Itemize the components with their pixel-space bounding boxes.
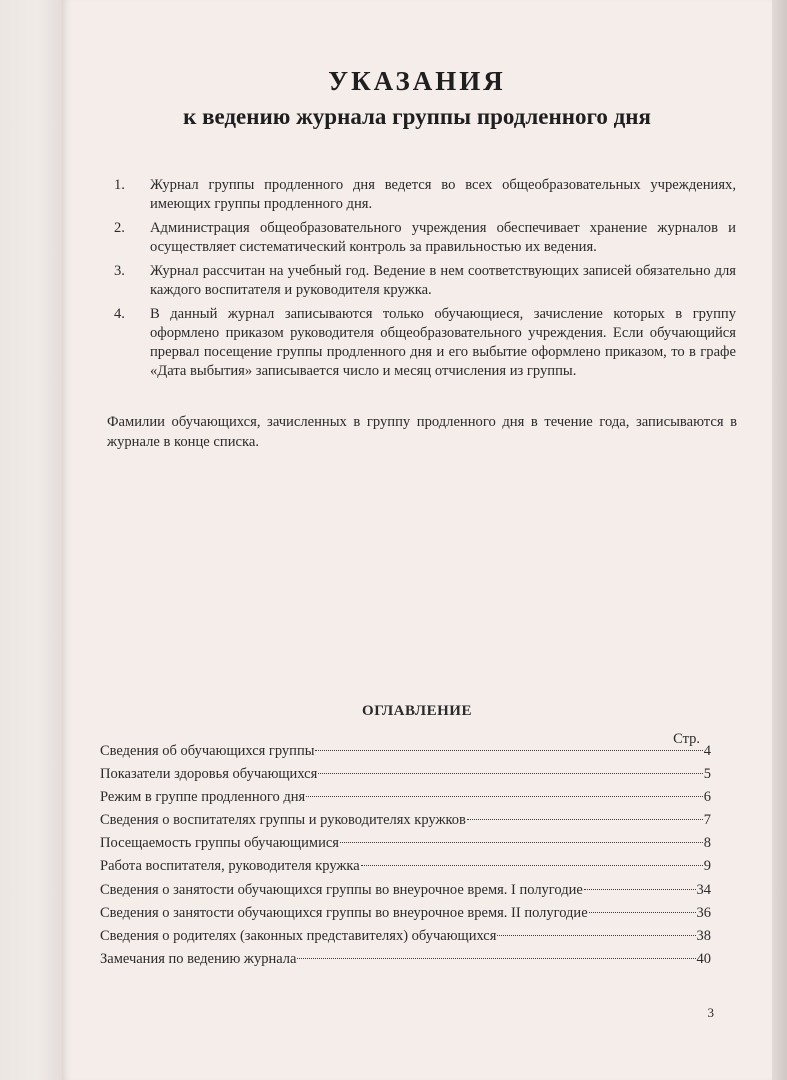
toc-leader-dots (361, 865, 703, 866)
toc-entry-title: Сведения о занятости обучающихся группы во внеурочное время. II полугодие (100, 904, 588, 921)
toc-entry (100, 928, 711, 951)
page-number: 3 (707, 1005, 714, 1020)
toc-entry-title: Работа воспитателя, руководителя кружка (100, 858, 360, 875)
binding-spine (0, 0, 62, 1080)
toc-entry-page: 40 (696, 950, 711, 967)
instruction-text: Журнал группы продленного дня ведется во всех общеобразовательных учреждениях, имеющих группы продленного дня. (150, 177, 736, 212)
toc-entry-title: Сведения об обучающихся группы (100, 743, 315, 759)
toc-entry-page: 34 (696, 881, 711, 898)
table-of-contents (100, 743, 711, 974)
instruction-number: 3. (114, 263, 125, 279)
toc-entry (100, 905, 711, 928)
instruction-text: В данный журнал записываются только обучающиеся, зачисление которых в группу оформлено приказом руководителя общеобразовательного учреждения. Если обучающийся прервал посещение группы продленного дня и его выбытие оформлено приказом, то в графе «Дата выбытия» записывается число и месяц отчисления из группы. (150, 306, 736, 379)
toc-leader-dots (315, 750, 702, 751)
page-edge (772, 0, 787, 1080)
toc-entry-page: 6 (703, 789, 711, 806)
instruction-number: 4. (114, 306, 125, 322)
instruction-number: 2. (114, 220, 125, 236)
toc-leader-dots (584, 889, 696, 890)
toc-leader-dots (497, 935, 695, 936)
instructions-list (114, 176, 736, 386)
toc-entry (100, 858, 711, 881)
toc-leader-dots (467, 819, 703, 820)
toc-entry-page: 38 (696, 927, 711, 944)
note-paragraph: Фамилии обучающихся, зачисленных в группу продленного дня в течение года, записываются в журнале в конце списка. (107, 414, 737, 450)
toc-leader-dots (297, 958, 695, 959)
instruction-text: Журнал рассчитан на учебный год. Ведение в нем соответствующих записей обязательно для каждого воспитателя и руководителя кружка. (150, 263, 736, 298)
toc-entry (100, 789, 711, 812)
page-subtitle: к ведению журнала группы продленного дня (183, 104, 651, 129)
toc-entry-page: 36 (696, 904, 711, 921)
toc-entry (100, 812, 711, 835)
toc-page-column-label: Стр. (673, 731, 700, 747)
toc-entry-page: 8 (703, 835, 711, 852)
toc-leader-dots (318, 773, 702, 774)
toc-entry-page: 4 (703, 743, 711, 759)
toc-leader-dots (306, 796, 703, 797)
toc-entry (100, 882, 711, 905)
toc-entry (100, 835, 711, 858)
toc-entry (100, 743, 711, 766)
instruction-text: Администрация общеобразовательного учреждения обеспечивает хранение журналов и осуществляет систематический контроль за правильностью их ведения. (150, 220, 736, 255)
toc-entry-title: Замечания по ведению журнала (100, 950, 297, 967)
toc-entry-title: Сведения о воспитателях группы и руководителях кружков (100, 812, 466, 829)
document-page (62, 0, 772, 1080)
toc-entry-page: 5 (703, 766, 711, 783)
toc-leader-dots (589, 912, 696, 913)
instruction-item (114, 219, 736, 257)
instruction-item (114, 176, 736, 214)
toc-entry-page: 7 (703, 812, 711, 829)
toc-entry-title: Посещаемость группы обучающимися (100, 835, 339, 852)
toc-leader-dots (340, 842, 703, 843)
toc-entry (100, 951, 711, 974)
instruction-item (114, 305, 736, 381)
instruction-item (114, 262, 736, 300)
toc-entry (100, 766, 711, 789)
toc-entry-page: 9 (703, 858, 711, 875)
toc-entry-title: Показатели здоровья обучающихся (100, 766, 318, 783)
toc-entry-title: Режим в группе продленного дня (100, 789, 306, 806)
toc-entry-title: Сведения о родителях (законных представителях) обучающихся (100, 927, 497, 944)
toc-heading: ОГЛАВЛЕНИЕ (362, 703, 472, 719)
toc-entry-title: Сведения о занятости обучающихся группы во внеурочное время. I полугодие (100, 881, 583, 898)
page-title: УКАЗАНИЯ (328, 66, 506, 96)
instruction-number: 1. (114, 177, 125, 193)
